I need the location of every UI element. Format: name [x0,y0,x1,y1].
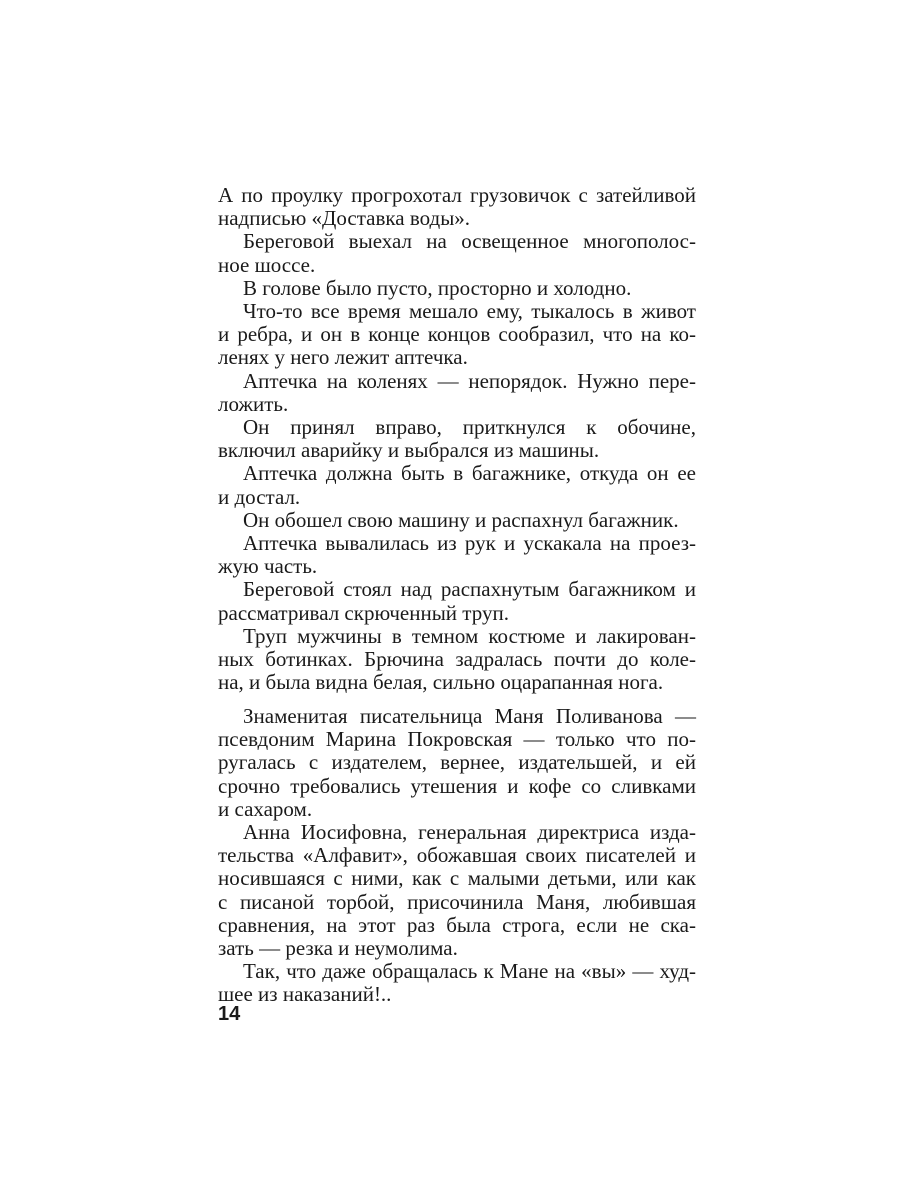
text-line: срочно требовались утешения и кофе со сливками [218,773,696,798]
text-line: сравнения, на этот раз была строга, если не ска- [218,912,696,937]
text-line: шее из наказаний!.. [218,982,392,1007]
text-line: Труп мужчины в темном костюме и лакирован- [243,623,696,648]
text-line: Аптечка на коленях — непорядок. Нужно пере- [243,368,696,393]
text-line: ложить. [218,391,289,416]
text-section-1 [218,184,696,694]
text-line: и сахаром. [218,796,313,821]
text-line: Береговой выехал на освещенное многополос- [243,229,696,254]
text-line: и достал. [218,484,301,509]
text-line: ных ботинках. Брючина задралась почти до коле- [218,647,696,672]
text-line: ругалась с издателем, вернее, издательшей, и ей [218,750,696,775]
text-line: надписью «Доставка воды». [218,206,471,231]
text-section-2 [218,705,696,1007]
text-line: Так, что даже обращалась к Мане на «вы» — худ- [243,959,696,984]
text-line: жую часть. [218,554,318,579]
text-line: ленях у него лежит аптечка. [218,345,468,370]
text-line: тельства «Алфавит», обожавшая своих писателей и [218,843,696,868]
text-line: В голове было пусто, просторно и холодно. [243,275,632,300]
text-line: зать — резка и неумолима. [218,936,458,961]
text-line: А по проулку прогрохотал грузовичок с затейливой [218,183,696,207]
text-line: Аптечка вывалилась из рук и ускакала на проез- [243,531,696,556]
text-line: псевдоним Марина Покровская — только что по- [218,727,696,752]
text-line: рассматривал скрюченный труп. [218,600,509,625]
text-line: Он принял вправо, приткнулся к обочине, [243,415,696,440]
page-number: 14 [218,1003,241,1025]
text-line: на, и была видна белая, сильно оцарапанная нога. [218,670,664,695]
text-line: Аптечка должна быть в багажнике, откуда он ее [243,461,696,486]
text-line: Что-то все время мешало ему, тыкалось в живот [243,299,696,324]
text-line: носившаяся с ними, как с малыми детьми, или как [218,866,696,891]
text-line: с писаной торбой, присочинила Маня, любившая [218,889,696,914]
text-line: Анна Иосифовна, генеральная директриса изда- [243,820,696,845]
text-line: и ребра, и он в конце концов сообразил, что на ко- [218,322,696,347]
text-line: ное шоссе. [218,252,316,277]
text-line: Береговой стоял над распахнутым багажником и [243,577,696,602]
text-line: включил аварийку и выбрался из машины. [218,438,600,463]
text-line: Он обошел свою машину и распахнул багажник. [243,507,679,532]
text-line: Знаменитая писательница Маня Поливанова — [243,704,696,728]
